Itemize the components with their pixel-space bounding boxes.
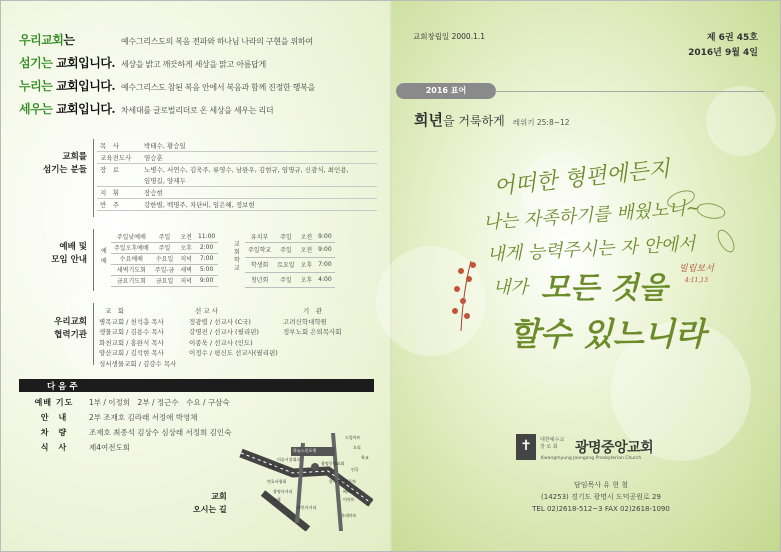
founding-date: 교회창립일 2000.1.1 <box>413 32 486 41</box>
yearly-theme: 희년을 거룩하게 레위기 25:8~12 <box>414 111 570 129</box>
denomination-label: 대한예수교 장 로 회 <box>540 437 565 450</box>
list-item: 정부노회 은퇴목사회 <box>283 328 342 336</box>
theme-pill: 2016 표어 <box>396 83 496 99</box>
map-label: 교회 오시는 길 <box>193 492 227 514</box>
list-item: 병목교회 / 천석총 목사 <box>99 317 164 326</box>
table-row: 반 주 강한별, 백명주, 차단비, 임은혜, 정보현 <box>97 199 377 211</box>
church-name: 광명중앙교회 <box>575 440 654 456</box>
table-row: 학생회 토요일 오후 7:00 <box>245 257 335 272</box>
list-item: 이정수 / 평신도 선교사(필리핀) <box>189 349 278 357</box>
table-row: 목 사 박태수, 황승일 <box>97 140 377 152</box>
divider <box>494 91 764 92</box>
table-row: 청년회 주일 오후 4:00 <box>245 272 335 287</box>
list-item: 예배 기도 1부 / 이정희 2부 / 정근수 수요 / 구삼숙 <box>34 398 230 407</box>
servants-table <box>97 140 377 211</box>
section-divider <box>93 303 94 365</box>
partner-organizations: 기 관 고려신학대학원 정부노회 은퇴목사회 <box>283 307 342 336</box>
next-week-header: 다 음 주 <box>19 379 374 392</box>
church-name-english: Kwangmyung Joongang Presbyterian Church <box>541 456 642 461</box>
section-divider <box>93 229 94 291</box>
verse-line: 내게 능력주시는 자 안에서 <box>486 233 696 266</box>
list-item: 식 사 제4여전도회 <box>40 443 130 452</box>
table-row: 금요기도회 금요일 저녁 9:00 <box>111 275 218 286</box>
table-row: 주일학교 주일 오전 9:00 <box>245 242 335 257</box>
partner-missionaries: 선 교 사 정광렬 / 선교사 (C국) 강명진 / 선교사 (필리핀) 이종욱 / 선교사 (인도) 이정수 / 평신도 선교사(필리핀) <box>189 307 278 357</box>
list-item: 고려신학대학원 <box>283 317 327 326</box>
verse-line: 할수 있느니라 <box>509 315 706 353</box>
partners-title: 우리교회 협력기관 <box>54 317 87 340</box>
verse-line: 모든 것을 <box>541 271 668 306</box>
verse-line: 어떠한 형편에든지 <box>492 156 672 201</box>
list-item: 정광렬 / 선교사 (C국) <box>189 317 251 326</box>
church-motto <box>19 31 315 123</box>
list-item: 생물교회 / 김용수 목사 <box>99 328 164 336</box>
motto-row: 우리교회는 예수그리스도의 복음 전파와 하나님 나라의 구현을 위하여 <box>19 33 313 47</box>
verse-line: 내가 <box>493 277 528 298</box>
verse-reference: 빌립보서 4:11,13 <box>679 264 714 284</box>
worship-title: 예배 및 모임 안내 <box>51 242 87 265</box>
table-row: 주일오후예배 주일 오후 2:00 <box>111 242 218 253</box>
worship-table <box>111 231 218 287</box>
motto-row: 섬기는 교회입니다. 세상을 밝고 깨끗하게 세상을 맑고 아름답게 <box>19 56 266 70</box>
list-item: 화천교회 / 홍완식 목사 <box>99 338 164 347</box>
list-item: 안 내 2부 조재호 김라래 서정애 박영채 <box>40 413 198 422</box>
school-side-label: 교회학교 <box>234 241 240 272</box>
leaf-decoration <box>441 151 771 341</box>
list-item: 차 량 조재호 최종석 김상수 심상래 서정희 김인숙 <box>40 428 232 437</box>
list-item: 이종욱 / 선교사 (인도) <box>189 338 253 347</box>
next-week-list <box>19 395 231 455</box>
table-row: 새벽기도회 주일-금 새벽 5:00 <box>111 264 218 275</box>
issue-info: 제 6권 45호 2016년 9월 4일 <box>688 33 758 58</box>
church-contact: 담임목사 유 현 철 (14253) 경기도 광명시 도덕공원로 29 TEL 02)2618-512~3 FAX 02)2618-1090 <box>532 481 670 513</box>
section-divider <box>93 139 94 217</box>
partner-churches: 교 회 병목교회 / 천석총 목사 생물교회 / 김용수 목사 화천교회 / 홍완식 목사 양산교회 / 김석현 목사 성서생물교회 / 김강수 목사 <box>99 307 177 368</box>
list-item: 성서생물교회 / 김강수 목사 <box>99 359 177 368</box>
table-row: 교육전도사 염승훈 <box>97 152 377 164</box>
table-row: 수요예배 수요일 저녁 7:00 <box>111 253 218 264</box>
list-item: 양산교회 / 김석현 목사 <box>99 349 164 357</box>
verse-line: 나는 자족하기를 배웠노니~ <box>482 197 702 234</box>
motto-row: 누리는 교회입니다. 예수그리스도 참된 복음 안에서 복음과 함께 진정한 행복을 <box>19 79 315 93</box>
table-row: 장 로 노병수, 서연수, 김욱주, 류영수, 남완우, 김현규, 임명규, 신광식, 최인용, <box>100 166 349 174</box>
motto-row: 세우는 교회입니다. 차세대를 글로벌리더로 온 세상을 세우는 리더 <box>19 102 274 116</box>
list-item: 강명진 / 선교사 (필리핀) <box>189 328 259 336</box>
table-row: 임명길, 양재두 <box>97 175 377 187</box>
church-cross-icon: ✝ <box>516 434 536 460</box>
servants-title: 교회를 섬기는 분들 <box>42 152 87 175</box>
table-row: 유치부 주일 오전 9:00 <box>245 231 335 242</box>
map-places: 드림마트 하늘스친포행 광명중앙교회 미술시장대로 오리 쥬닝교회 학교 변호사협회 한국기아자동차 인곡 베르데 광명사거리 농협 이마트 하안사거리 롯데마트 <box>267 435 369 518</box>
worship-side-label: 예배 <box>101 248 107 265</box>
school-table <box>245 231 335 288</box>
table-row: 지 휘 장승현 <box>97 187 377 199</box>
table-row: 주일낮예배 주일 오전 11:00 <box>111 231 218 242</box>
